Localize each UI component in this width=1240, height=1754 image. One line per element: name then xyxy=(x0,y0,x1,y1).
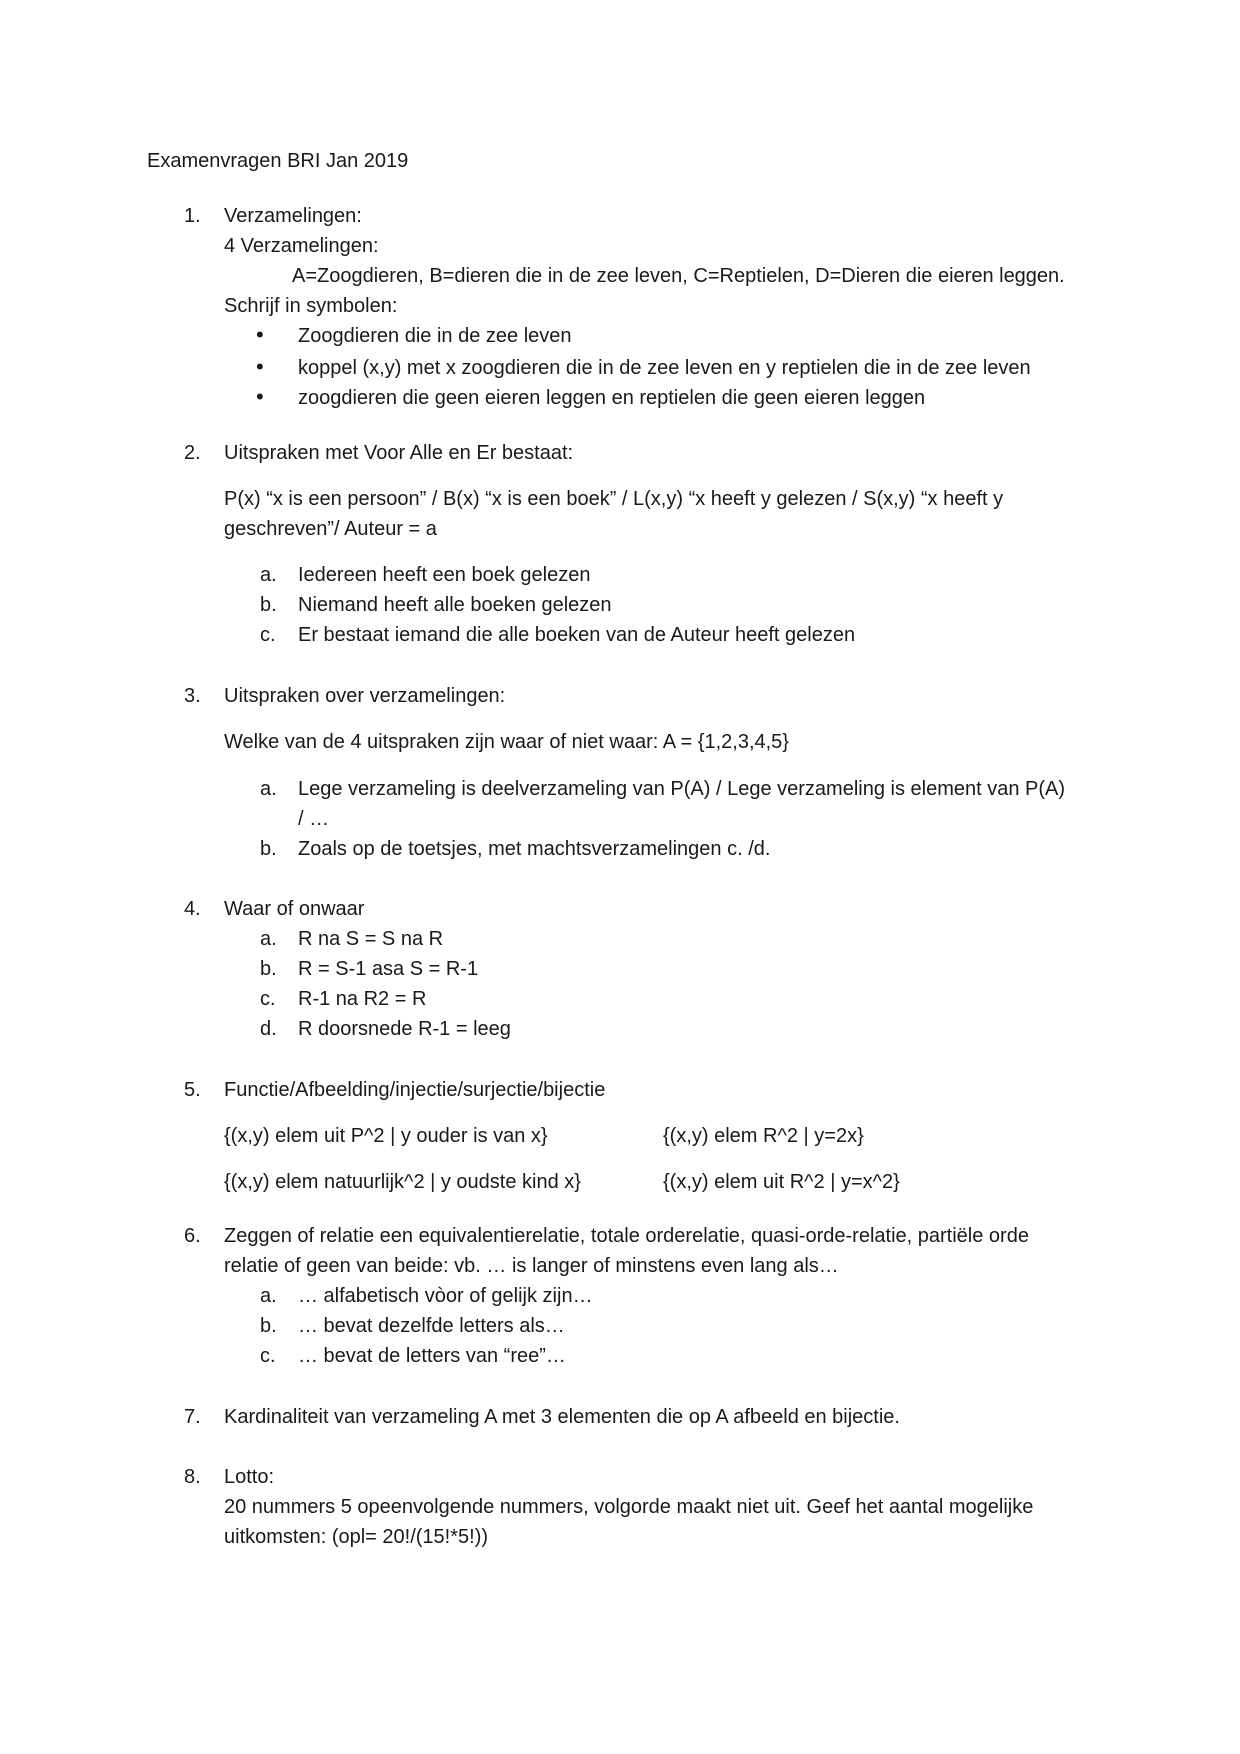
q3-item-label: a. xyxy=(260,778,277,800)
q4-item-d: R doorsnede R-1 = leeg xyxy=(298,1018,511,1040)
q4-item-label: c. xyxy=(260,988,276,1010)
q2-item-a: Iedereen heeft een boek gelezen xyxy=(298,564,591,586)
q6-item-a: … alfabetisch vòor of gelijk zijn… xyxy=(298,1285,593,1307)
q4-item-b: R = S-1 asa S = R-1 xyxy=(298,958,479,980)
q6-line1: Zeggen of relatie een equivalentierelatie, totale orderelatie, quasi-orde-relatie, partiële orde xyxy=(224,1225,1029,1247)
q4-item-c: R-1 na R2 = R xyxy=(298,988,427,1010)
q2-para-line2: geschreven”/ Auteur = a xyxy=(224,518,437,540)
q1-bullet-2: koppel (x,y) met x zoogdieren die in de zee leven en y reptielen die in de zee leven xyxy=(298,357,1031,379)
q2-number: 2. xyxy=(184,442,201,464)
q3-heading: Uitspraken over verzamelingen: xyxy=(224,685,506,707)
q3-item-a: Lege verzameling is deelverzameling van P(A) / Lege verzameling is element van P(A) xyxy=(298,778,1066,800)
q1-bullet-3: zoogdieren die geen eieren leggen en reptielen die geen eieren leggen xyxy=(298,387,926,409)
q2-item-c: Er bestaat iemand die alle boeken van de Auteur heeft gelezen xyxy=(298,624,856,646)
q3-item-label: b. xyxy=(260,838,277,860)
q3-number: 3. xyxy=(184,685,201,707)
q3-para: Welke van de 4 uitspraken zijn waar of niet waar: A = {1,2,3,4,5} xyxy=(224,731,789,753)
q4-number: 4. xyxy=(184,898,201,920)
document-title: Examenvragen BRI Jan 2019 xyxy=(147,150,409,172)
q4-heading: Waar of onwaar xyxy=(224,898,365,920)
q6-item-label: c. xyxy=(260,1345,276,1367)
q5-set-2: {(x,y) elem R^2 | y=2x} xyxy=(663,1125,864,1147)
bullet-marker: • xyxy=(256,384,264,409)
q5-heading: Functie/Afbeelding/injectie/surjectie/bijectie xyxy=(224,1079,606,1101)
q6-number: 6. xyxy=(184,1225,201,1247)
q2-item-b: Niemand heeft alle boeken gelezen xyxy=(298,594,612,616)
q5-number: 5. xyxy=(184,1079,201,1101)
q8-line2: uitkomsten: (opl= 20!/(15!*5!)) xyxy=(224,1526,489,1548)
q3-item-a-continued: / … xyxy=(298,808,330,830)
q6-item-label: a. xyxy=(260,1285,277,1307)
q4-item-label: b. xyxy=(260,958,277,980)
bullet-marker: • xyxy=(256,322,264,347)
q5-set-1: {(x,y) elem uit P^2 | y ouder is van x} xyxy=(224,1125,548,1147)
q3-item-b: Zoals op de toetsjes, met machtsverzamelingen c. /d. xyxy=(298,838,771,860)
q6-line2: relatie of geen van beide: vb. … is langer of minstens even lang als… xyxy=(224,1255,839,1277)
q5-set-3: {(x,y) elem natuurlijk^2 | y oudste kind x} xyxy=(224,1171,581,1193)
q2-item-label: b. xyxy=(260,594,277,616)
q2-heading: Uitspraken met Voor Alle en Er bestaat: xyxy=(224,442,574,464)
q1-number: 1. xyxy=(184,205,201,227)
q4-item-label: d. xyxy=(260,1018,277,1040)
q6-item-b: … bevat dezelfde letters als… xyxy=(298,1315,565,1337)
bullet-marker: • xyxy=(256,354,264,379)
q2-item-label: a. xyxy=(260,564,277,586)
q2-para-line1: P(x) “x is een persoon” / B(x) “x is een boek” / L(x,y) “x heeft y gelezen / S(x,y) “x heeft y xyxy=(224,488,1004,510)
q7-number: 7. xyxy=(184,1406,201,1428)
q6-item-label: b. xyxy=(260,1315,277,1337)
q7-text: Kardinaliteit van verzameling A met 3 elementen die op A afbeeld en bijectie. xyxy=(224,1406,900,1428)
q2-item-label: c. xyxy=(260,624,276,646)
q4-item-label: a. xyxy=(260,928,277,950)
q1-line1: 4 Verzamelingen: xyxy=(224,235,379,257)
q8-number: 8. xyxy=(184,1466,201,1488)
q1-bullet-1: Zoogdieren die in de zee leven xyxy=(298,325,572,347)
q1-line3: Schrijf in symbolen: xyxy=(224,295,398,317)
q5-set-4: {(x,y) elem uit R^2 | y=x^2} xyxy=(663,1171,900,1193)
q1-line2: A=Zoogdieren, B=dieren die in de zee leven, C=Reptielen, D=Dieren die eieren leggen. xyxy=(292,265,1065,287)
q1-heading: Verzamelingen: xyxy=(224,205,362,227)
q6-item-c: … bevat de letters van “ree”… xyxy=(298,1345,566,1367)
q8-line1: 20 nummers 5 opeenvolgende nummers, volgorde maakt niet uit. Geef het aantal mogelijke xyxy=(224,1496,1034,1518)
q4-item-a: R na S = S na R xyxy=(298,928,444,950)
q8-heading: Lotto: xyxy=(224,1466,275,1488)
